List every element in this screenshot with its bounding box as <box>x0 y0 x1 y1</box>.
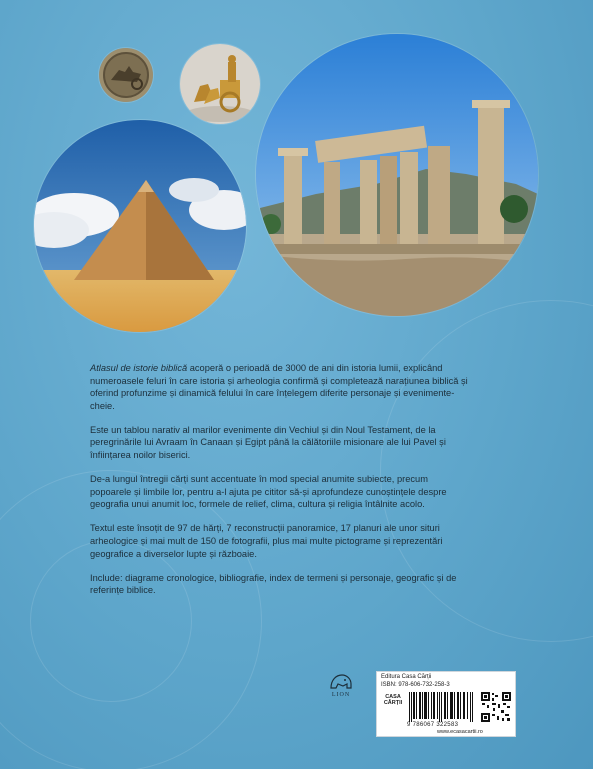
barcode <box>409 692 475 722</box>
logo-line-1: CASA <box>385 694 401 700</box>
book-title: Atlasul de istorie biblică <box>90 363 188 373</box>
paragraph-intro <box>90 362 470 412</box>
qr-code <box>481 692 511 722</box>
pyramid-image <box>34 120 246 332</box>
publisher-name: Editura Casa Cărții <box>381 674 432 680</box>
barcode-number: 9 786067 322583 <box>407 722 459 728</box>
paragraph-subjects: De-a lungul întregii cărți sunt accentuate în mod special anumite subiecte, precum popoarele și limbile lor, pentru a-l ajuta pe cititor să-și aprofundeze cunoștințele despre geografia unui anumit loc, formele de relief, clima, cultura și religia întâlnite acolo. <box>90 474 447 510</box>
lion-logo <box>326 672 356 698</box>
lion-icon <box>328 672 354 692</box>
isbn-text: ISBN: 978-606-732-258-3 <box>381 682 450 688</box>
greek-temple-ruins-image <box>256 34 538 316</box>
paragraph-narrative: Este un tablou narativ al marilor evenimente din Vechiul și din Noul Testament, de la peregrinările lui Avraam în Canaan și Egipt până la călătoriile misionare ale lui Pavel și înființarea noilor biserici. <box>90 424 446 461</box>
paragraph-intro-text: acoperă o perioadă de 3000 de ani din istoria lumii, explicând numeroasele feluri în care istoria și arheologia confirmă și completează narațiunea biblică și oferind profunzime și dinamică felului în care înțelegem diferite personaje și evenimente-cheie. <box>90 363 468 411</box>
paragraph-includes: Include: diagrame cronologice, bibliografie, index de termeni și personaje, geografic și de referințe biblice. <box>90 572 457 596</box>
logo-line-2: CĂRȚII <box>383 700 403 706</box>
lion-label: LION <box>331 692 351 698</box>
description-text <box>90 362 470 608</box>
paragraph-contents: Textul este însoțit de 97 de hărți, 7 reconstrucții panoramice, 17 planuri ale unor situri arheologice și mai mult de 150 de fotografii, plus mai multe pictograme și reprezentări geografice a diverselor lupte și războaie. <box>90 523 443 559</box>
coin-chariot-image <box>99 48 153 102</box>
casa-cartii-logo <box>382 694 404 706</box>
imprint-box <box>376 671 516 737</box>
golden-chariot-image <box>180 44 260 124</box>
website-text: www.ecasacartii.ro <box>437 729 483 735</box>
